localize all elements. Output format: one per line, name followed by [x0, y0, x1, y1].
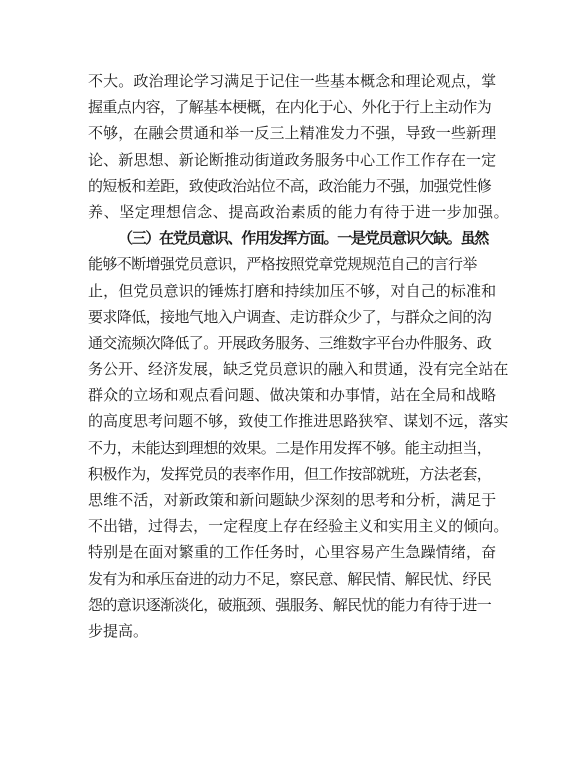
text-line: 止，但党员意识的锤炼打磨和持续加压不够，对自己的标准和 [88, 281, 497, 300]
text-line: 特别是在面对繁重的工作任务时，心里容易产生急躁情绪，奋 [88, 543, 497, 562]
text-line: 的短板和差距，致使政治站位不高，政治能力不强，加强党性修 [88, 176, 492, 195]
text-line: 不大。政治理论学习满足于记住一些基本概念和理论观点，掌 [88, 72, 497, 90]
text-line: 养、坚定理想信念、提高政治素质的能力有待于进一步加强。 [88, 202, 510, 221]
text-line: 的高度思考问题不够，致使工作推进思路狭窄、谋划不远，落实 [88, 412, 509, 431]
body-text [88, 68, 508, 644]
text-line: 握重点内容，了解基本梗概，在内化于心、外化于行上主动作为 [88, 98, 492, 117]
section-heading-line: （三）在党员意识、作用发挥方面。一是党员意识欠缺。虽然 [118, 229, 488, 248]
text-line: 怨的意识逐渐淡化，破瓶颈、强服务、解民忧的能力有待于进一 [88, 595, 492, 614]
text-line: 不出错，过得去，一定程度上存在经验主义和实用主义的倾向。 [88, 517, 509, 536]
text-line: 思维不活，对新政策和新问题缺少深刻的思考和分析，满足于 [88, 491, 497, 509]
text-line: 步提高。 [88, 621, 149, 640]
text-line: 积极作为，发挥党员的表率作用，但工作按部就班，方法老套， [88, 464, 492, 483]
text-line: 不力，未能达到理想的效果。二是作用发挥不够。能主动担当， [88, 438, 492, 457]
text-line: 务公开、经济发展，缺乏党员意识的融入和贯通，没有完全站在 [88, 360, 509, 379]
text-line: 不够，在融会贯通和举一反三上精准发力不强，导致一些新理 [88, 124, 497, 143]
text-line: 通交流频次降低了。开展政务服务、三维数字平台办件服务、政 [88, 333, 492, 352]
text-line: 要求降低，接地气地入户调查、走访群众少了，与群众之间的沟 [88, 307, 492, 326]
text-line: 能够不断增强党员意识，严格按照党章党规规范自己的言行举 [88, 255, 477, 274]
text-line: 论、新思想、新论断推动街道政务服务中心工作工作存在一定 [88, 150, 497, 169]
text-line: 发有为和承压奋进的动力不足，察民意、解民情、解民忧、纾民 [88, 569, 492, 588]
text-line: 群众的立场和观点看问题、做决策和办事情，站在全局和战略 [88, 386, 497, 405]
